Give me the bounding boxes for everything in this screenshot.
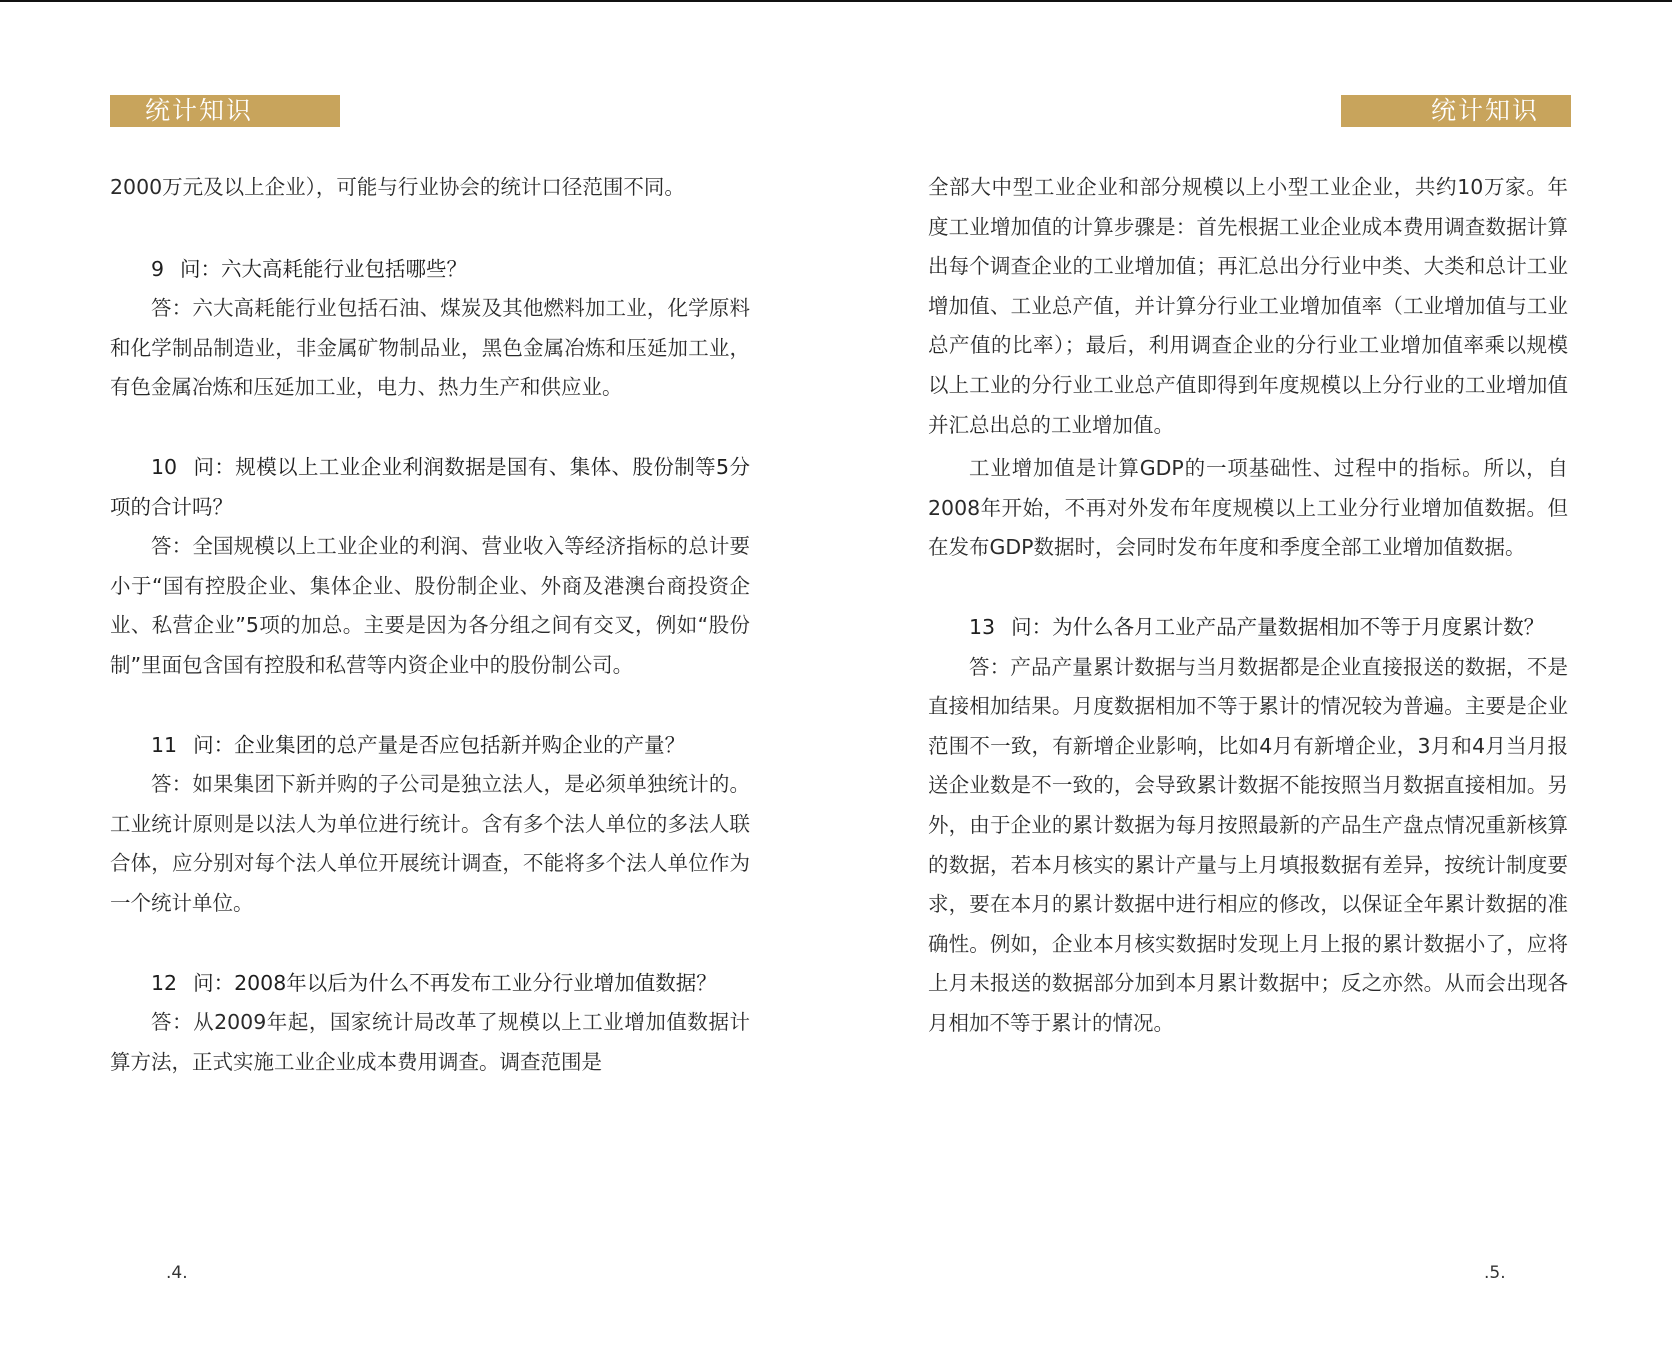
answer-12: 答：从2009年起，国家统计局改革了规模以上工业增加值数据计算方法，正式实施工业企业成本费用调查。调查范围是 [110,1010,750,1074]
answer-12-conclusion: 工业增加值是计算GDP的一项基础性、过程中的指标。所以，自2008年开始，不再对外发布年度规模以上工业分行业增加值数据。但在发布GDP数据时，会同时发布年度和季度全部工业增加值数据。 [928,456,1568,560]
question-13-number: 13 [969,614,996,639]
answer-11: 答：如果集团下新并购的子公司是独立法人，是必须单独统计的。工业统计原则是以法人为单位进行统计。含有多个法人单位的多法人联合体，应分别对每个法人单位开展统计调查，不能将多个法人单位作为一个统计单位。 [110,772,750,915]
left-header-banner: 统计知识 [110,95,340,127]
question-10-number: 10 [151,454,178,479]
question-12-text: 问：2008年以后为什么不再发布工业分行业增加值数据？ [193,970,717,995]
answer-9: 答：六大高耗能行业包括石油、煤炭及其他燃料加工业，化学原料和化学制品制造业，非金属矿物制品业，黑色金属冶炼和压延加工业，有色金属冶炼和压延加工业，电力、热力生产和供应业。 [110,296,750,400]
question-9-number: 9 [151,256,165,281]
right-page [928,0,1568,1353]
right-header-banner: 统计知识 [1341,95,1571,127]
question-12-number: 12 [151,970,178,995]
question-11-text: 问：企业集团的总产量是否应包括新并购企业的产量？ [193,732,686,757]
intro-paragraph: 2000万元及以上企业），可能与行业协会的统计口径范围不同。 [110,175,685,199]
left-page-content [110,168,750,1082]
left-page [110,0,750,1353]
right-page-number: .5. [1484,1263,1506,1283]
question-9-text: 问：六大高耗能行业包括哪些？ [180,256,468,281]
answer-12-continued: 全部大中型工业企业和部分规模以上小型工业企业，共约10万家。年度工业增加值的计算步骤是：首先根据工业企业成本费用调查数据计算出每个调查企业的工业增加值；再汇总出分行业中类、大类和总计工业增加值、工业总产值，并计算分行业工业增加值率（工业增加值与工业总产值的比率）；最后，利用调查企业的分行业工业增加值率乘以规模以上工业的分行业工业总产值即得到年度规模以上分行业的工业增加值并汇总出总的工业增加值。 [928,175,1568,437]
question-10-text: 问：规模以上工业企业利润数据是国有、集体、股份制等5分项的合计吗？ [110,454,750,519]
right-page-content [928,168,1568,1043]
answer-13: 答：产品产量累计数据与当月数据都是企业直接报送的数据，不是直接相加结果。月度数据相加不等于累计的情况较为普遍。主要是企业范围不一致，有新增企业影响，比如4月有新增企业，3月和4月当月报送企业数是不一致的，会导致累计数据不能按照当月数据直接相加。另外，由于企业的累计数据为每月按照最新的产品生产盘点情况重新核算的数据，若本月核实的累计产量与上月填报数据有差异，按统计制度要求，要在本月的累计数据中进行相应的修改，以保证全年累计数据的准确性。例如，企业本月核实数据时发现上月上报的累计数据小了，应将上月未报送的数据部分加到本月累计数据中；反之亦然。从而会出现各月相加不等于累计的情况。 [928,654,1568,1035]
question-11-number: 11 [151,732,178,757]
question-12 [110,964,750,1004]
question-9 [110,250,750,290]
left-page-number: .4. [166,1263,188,1283]
answer-10: 答：全国规模以上工业企业的利润、营业收入等经济指标的总计要小于“国有控股企业、集体企业、股份制企业、外商及港澳台商投资企业、私营企业”5项的加总。主要是因为各分组之间有交叉，例如“股份制”里面包含国有控股和私营等内资企业中的股份制公司。 [110,534,750,677]
question-11 [110,726,750,766]
question-13 [928,608,1568,648]
question-13-text: 问：为什么各月工业产品产量数据相加不等于月度累计数？ [1011,614,1545,639]
question-10 [110,448,750,527]
